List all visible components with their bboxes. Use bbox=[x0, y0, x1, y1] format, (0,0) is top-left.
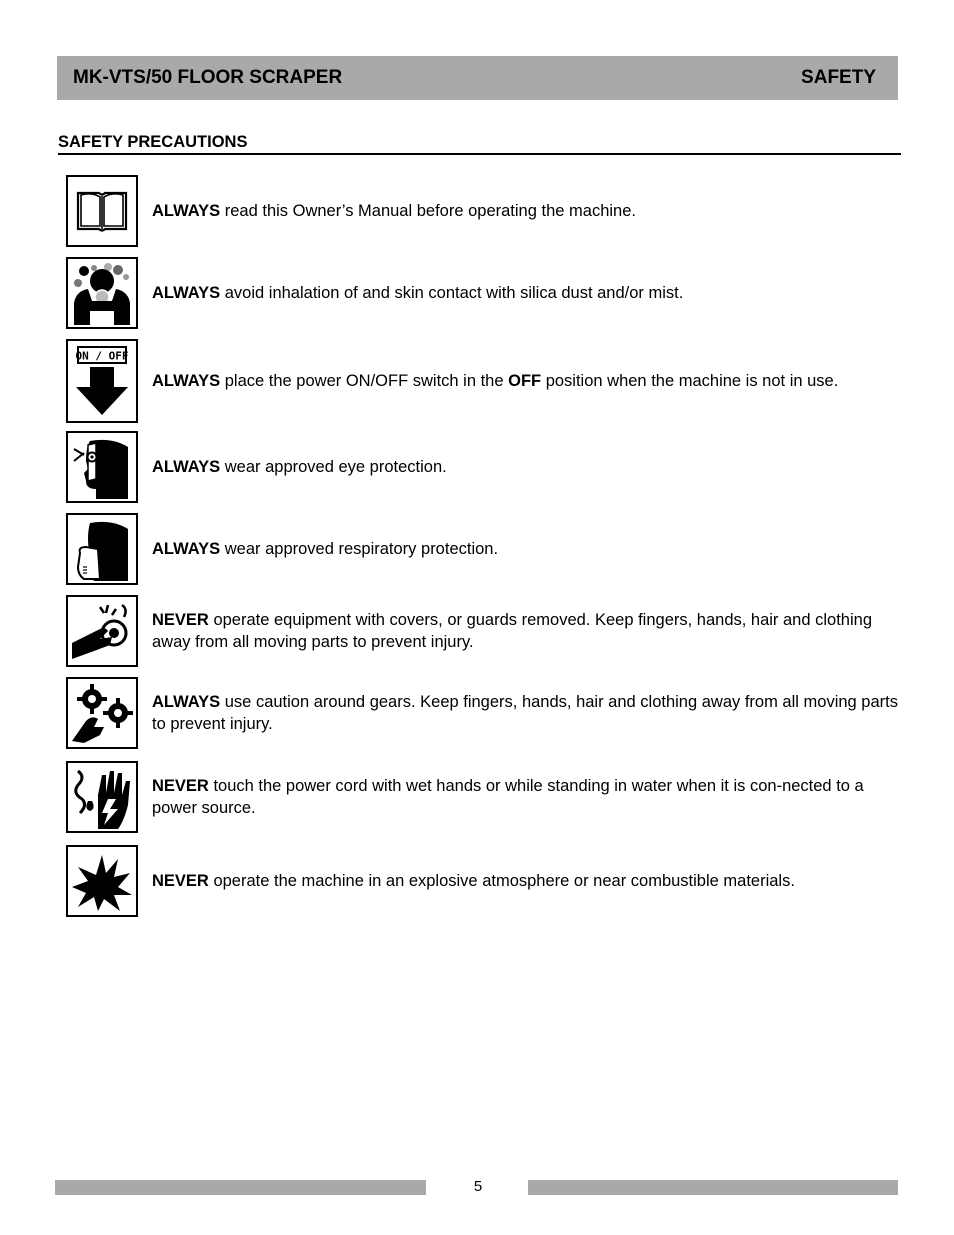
precaution-text: ALWAYS avoid inhalation of and skin contact with silica dust and/or mist. bbox=[152, 283, 684, 302]
precaution-item bbox=[66, 595, 902, 667]
precaution-item bbox=[66, 845, 902, 917]
eye-protection-icon bbox=[66, 431, 138, 503]
precaution-text: ALWAYS wear approved eye protection. bbox=[152, 457, 447, 476]
section-label: SAFETY bbox=[801, 67, 876, 88]
footer-bar-right bbox=[528, 1180, 898, 1195]
precaution-item bbox=[66, 513, 902, 585]
gears-hand-icon bbox=[66, 677, 138, 749]
precaution-text: ALWAYS read this Owner’s Manual before operating the machine. bbox=[152, 201, 636, 220]
precaution-item bbox=[66, 175, 902, 247]
precaution-text: NEVER operate equipment with covers, or guards removed. Keep fingers, hands, hair and clothing away from all moving parts to prevent injury. bbox=[152, 610, 872, 651]
precaution-item bbox=[66, 257, 902, 329]
precaution-text: NEVER operate the machine in an explosive atmosphere or near combustible materials. bbox=[152, 871, 795, 890]
section-title: SAFETY PRECAUTIONS bbox=[58, 133, 901, 155]
document-title: MK-VTS/50 FLOOR SCRAPER bbox=[73, 67, 343, 88]
explosion-icon bbox=[66, 845, 138, 917]
manual-book-icon bbox=[66, 175, 138, 247]
precaution-text: ALWAYS wear approved respiratory protection. bbox=[152, 539, 499, 558]
electric-shock-icon bbox=[66, 761, 138, 833]
footer-bar-left bbox=[55, 1180, 426, 1195]
precaution-text: NEVER touch the power cord with wet hands or while standing in water when it is con-nected to a power source. bbox=[152, 776, 864, 817]
header-bar bbox=[57, 56, 898, 100]
precaution-item bbox=[66, 677, 902, 749]
moving-parts-icon bbox=[66, 595, 138, 667]
precaution-text: ALWAYS use caution around gears. Keep fingers, hands, hair and clothing away from all moving parts to prevent injury. bbox=[152, 692, 898, 733]
silica-dust-icon bbox=[66, 257, 138, 329]
precaution-text: ALWAYS place the power ON/OFF switch in the OFF position when the machine is not in use. bbox=[152, 371, 839, 390]
page-number: 5 bbox=[473, 1178, 483, 1195]
precaution-item bbox=[66, 761, 902, 833]
on-off-switch-icon bbox=[66, 339, 138, 423]
precaution-item bbox=[66, 339, 902, 411]
respirator-icon bbox=[66, 513, 138, 585]
precaution-item bbox=[66, 431, 902, 503]
on-off-label: ON / OFF bbox=[75, 349, 129, 363]
